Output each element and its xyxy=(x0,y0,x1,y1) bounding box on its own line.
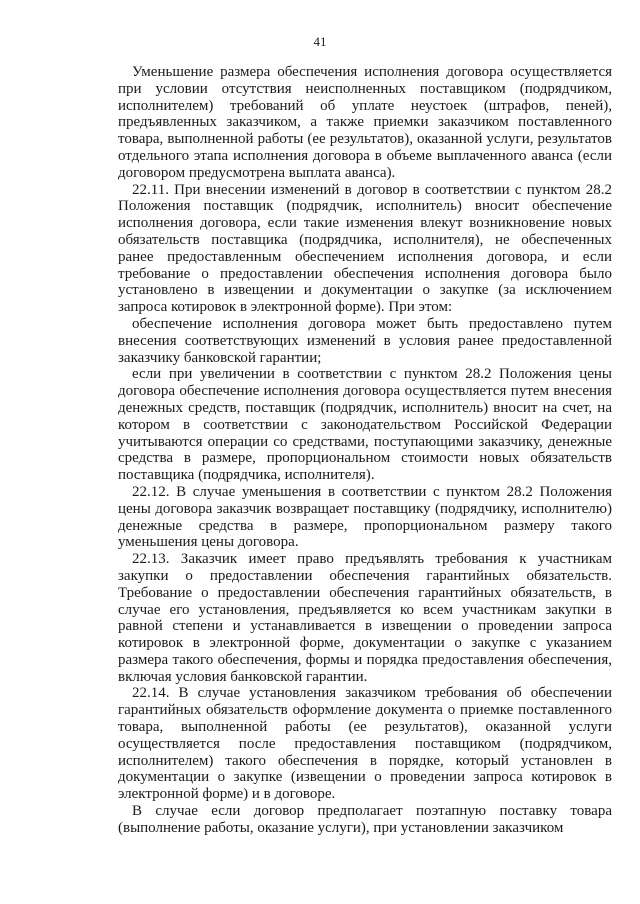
paragraph-guarantee-reduction: Уменьшение размера обеспечения исполнения договора осуществляется при условии отсутствия неисполненных поставщиком (подрядчиком, исполнителем) требований об уплате неустоек (штрафов, пеней), предъявленных заказчиком, а также приемки заказчиком поставленного товара, выполненной работы (ее результатов), оказанной услуги, результатов отдельного этапа исполнения договора в объеме выплаченного аванса (если договором предусмотрена выплата аванса). xyxy=(118,64,612,181)
paragraph-price-increase-funds: если при увеличении в соответствии с пунктом 28.2 Положения цены договора обеспечение исполнения договора осуществляется путем внесения денежных средств, поставщик (подрядчик, исполнитель) вносит на счет, на котором в соответствии с законодательством Российской Федерации учитываются операции со средствами, поступающими заказчику, денежные средства в размере, пропорциональном стоимости новых обязательств поставщика (подрядчика, исполнителя). xyxy=(118,366,612,484)
paragraph-22-13: 22.13. Заказчик имеет право предъявлять требования к участникам закупки о предоставлении обеспечения гарантийных обязательств. Требование о предоставлении обеспечения гарантийных обязательств, в случае его установления, предъявляется ко всем участникам закупки в равной степени и устанавливается в извещении о проведении запроса котировок в электронной форме, документации о закупке с указанием размера такого обеспечения, формы и порядка предоставления обеспечения, включая условия банковской гарантии. xyxy=(118,551,612,685)
paragraph-bank-guarantee-change: обеспечение исполнения договора может быть предоставлено путем внесения соответствующих изменений в условия ранее предоставленной заказчику банковской гарантии; xyxy=(118,315,612,366)
paragraph-staged-delivery: В случае если договор предполагает поэтапную поставку товара (выполнение работы, оказание услуги), при установлении заказчиком xyxy=(118,803,612,836)
document-body xyxy=(118,64,612,837)
page-number: 41 xyxy=(313,34,327,49)
paragraph-22-12: 22.12. В случае уменьшения в соответствии с пунктом 28.2 Положения цены договора заказчик возвращает поставщику (подрядчику, исполнителю) денежные средства в размере, пропорциональном размеру такого уменьшения цены договора. xyxy=(118,483,612,551)
paragraph-22-14: 22.14. В случае установления заказчиком требования об обеспечении гарантийных обязательств оформление документа о приемке поставленного товара, выполненной работы (ее результатов), оказанной услуги осуществляется после предоставления поставщиком (подрядчиком, исполнителем) такого обеспечения в порядке, который установлен в документации о закупке (извещении о проведении запроса котировок в электронной форме) и в договоре. xyxy=(118,685,612,803)
paragraph-22-11: 22.11. При внесении изменений в договор в соответствии с пунктом 28.2 Положения поставщик (подрядчик, исполнитель) вносит обеспечение исполнения договора, если такие изменения влекут возникновение новых обязательств поставщика (подрядчика, исполнителя), не обеспеченных ранее предоставленным обеспечением исполнения договора, и если требование о предоставлении обеспечения исполнения договора было установлено в извещении и документации о закупке (за исключением запроса котировок в электронной форме). При этом: xyxy=(118,181,612,316)
